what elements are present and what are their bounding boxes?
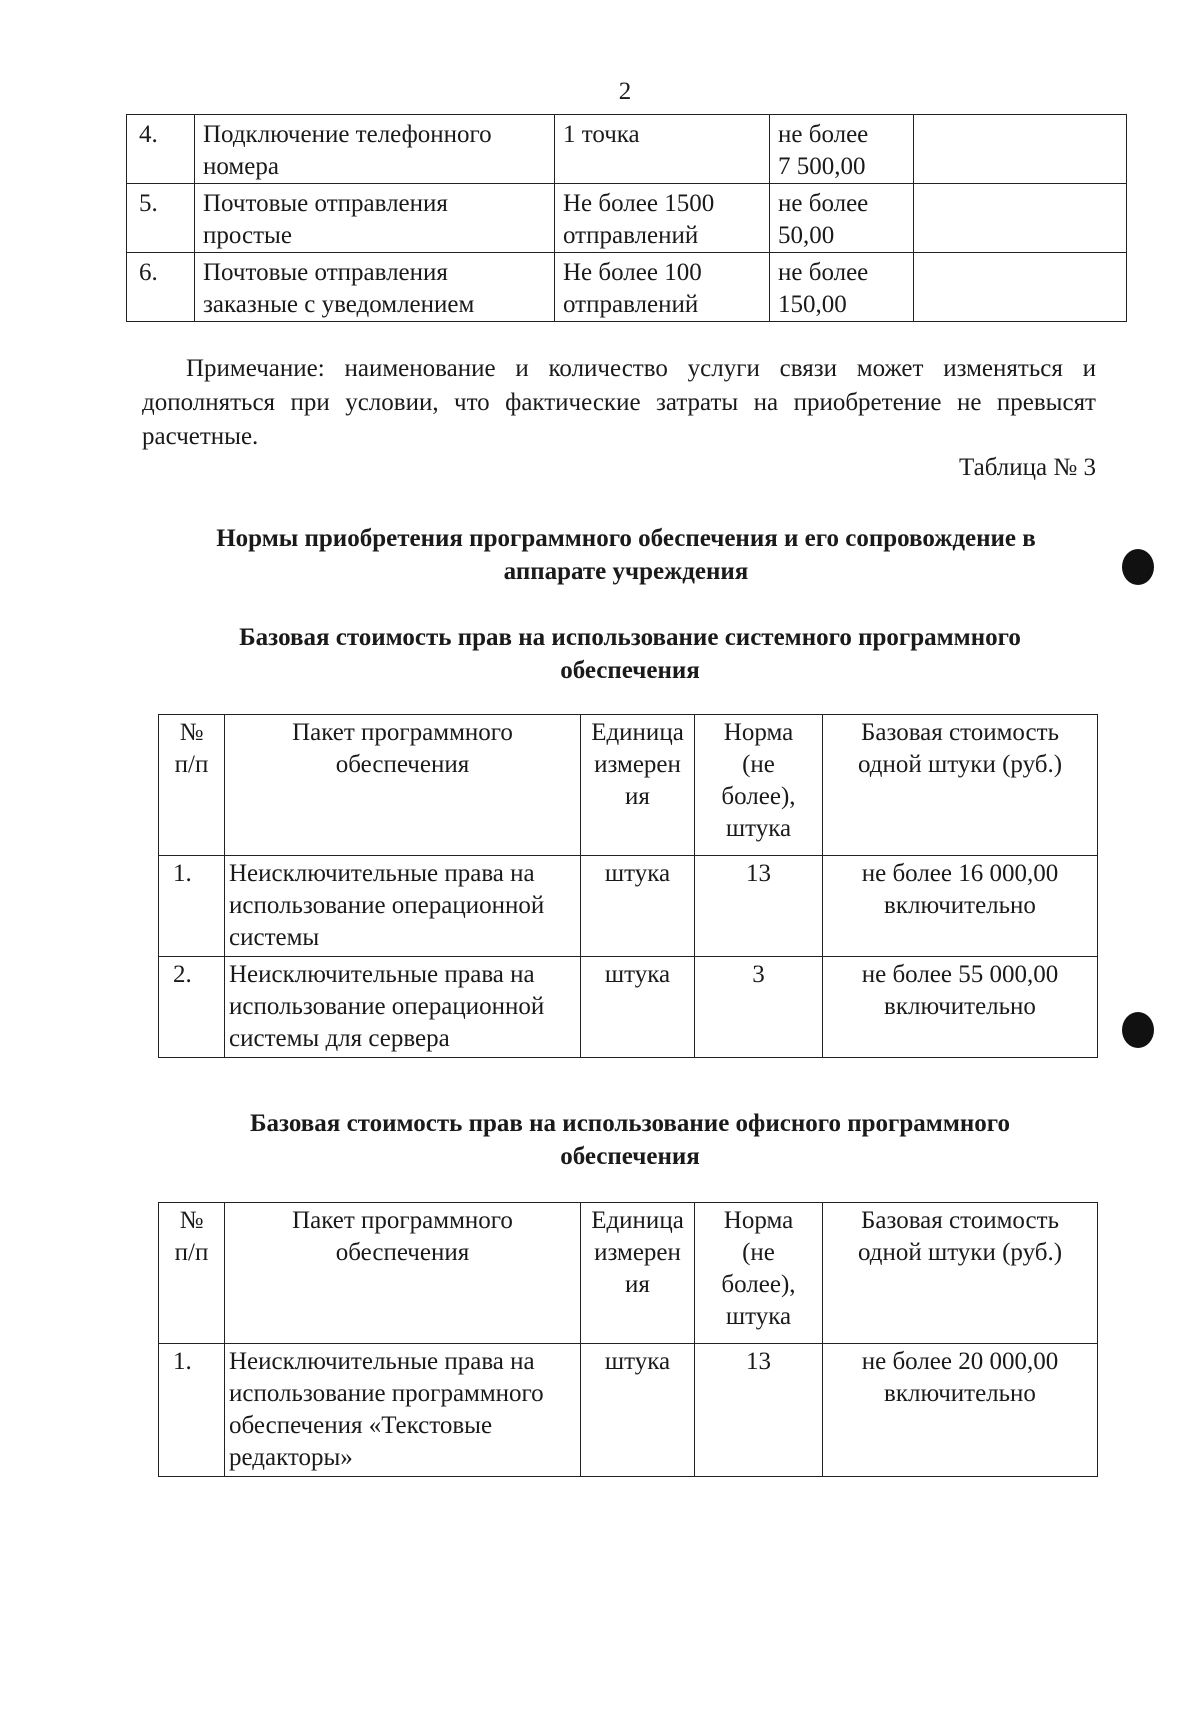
header-norm: Норма (не более), штука [695, 1203, 823, 1344]
page-number: 2 [618, 78, 632, 105]
norm: 13 [695, 856, 823, 957]
table-row [127, 253, 1127, 322]
empty-cell [914, 115, 1127, 184]
header-cost: Базовая стоимость одной штуки (руб.) [823, 1203, 1098, 1344]
price: не более 7 500,00 [770, 115, 914, 184]
cost: не более 16 000,00 включительно [823, 856, 1098, 957]
table-header-row [159, 1203, 1098, 1344]
empty-cell [914, 184, 1127, 253]
package-name: Неисключительные права на использование операционной системы [225, 856, 581, 957]
header-number: № п/п [159, 715, 225, 856]
row-number: 4. [127, 115, 195, 184]
quantity: 1 точка [555, 115, 770, 184]
service-name: Почтовые отправления заказные с уведомлением [195, 253, 555, 322]
system-software-heading: Базовая стоимость прав на использование системного программного обеспечения [239, 624, 1021, 684]
header-unit: Единица измерен ия [581, 715, 695, 856]
note-paragraph: Примечание: наименование и количество услуги связи может изменяться и дополняться при условии, что фактические затраты на приобретение не превысят расчетные. [142, 355, 1096, 450]
header-norm: Норма (не более), штука [695, 715, 823, 856]
price: не более 150,00 [770, 253, 914, 322]
package-name: Неисключительные права на использование операционной системы для сервера [225, 957, 581, 1058]
punch-hole-mark [1122, 549, 1154, 585]
row-number: 1. [159, 856, 225, 957]
header-unit: Единица измерен ия [581, 1203, 695, 1344]
table-row [127, 184, 1127, 253]
empty-cell [914, 253, 1127, 322]
row-number: 2. [159, 957, 225, 1058]
norm: 3 [695, 957, 823, 1058]
table-row [159, 1344, 1098, 1477]
row-number: 6. [127, 253, 195, 322]
row-number: 1. [159, 1344, 225, 1477]
row-number: 5. [127, 184, 195, 253]
quantity: Не более 1500 отправлений [555, 184, 770, 253]
office-software-table [158, 1202, 1098, 1477]
table-header-row [159, 715, 1098, 856]
header-number: № п/п [159, 1203, 225, 1344]
table-row [159, 957, 1098, 1058]
service-name: Подключение телефонного номера [195, 115, 555, 184]
header-cost: Базовая стоимость одной штуки (руб.) [823, 715, 1098, 856]
norm: 13 [695, 1344, 823, 1477]
unit: штука [581, 1344, 695, 1477]
quantity: Не более 100 отправлений [555, 253, 770, 322]
cost: не более 55 000,00 включительно [823, 957, 1098, 1058]
package-name: Неисключительные права на использование программного обеспечения «Текстовые редакторы» [225, 1344, 581, 1477]
unit: штука [581, 957, 695, 1058]
cost: не более 20 000,00 включительно [823, 1344, 1098, 1477]
system-software-table [158, 714, 1098, 1058]
section-heading: Нормы приобретения программного обеспечения и его сопровождение в аппарате учреждения [216, 525, 1036, 585]
table-row [127, 115, 1127, 184]
table-row [159, 856, 1098, 957]
price: не более 50,00 [770, 184, 914, 253]
communications-table [126, 114, 1127, 322]
table-label: Таблица № 3 [958, 454, 1096, 481]
punch-hole-mark [1122, 1012, 1154, 1048]
unit: штука [581, 856, 695, 957]
service-name: Почтовые отправления простые [195, 184, 555, 253]
header-package: Пакет программного обеспечения [225, 1203, 581, 1344]
office-software-heading: Базовая стоимость прав на использование офисного программного обеспечения [250, 1110, 1010, 1170]
header-package: Пакет программного обеспечения [225, 715, 581, 856]
